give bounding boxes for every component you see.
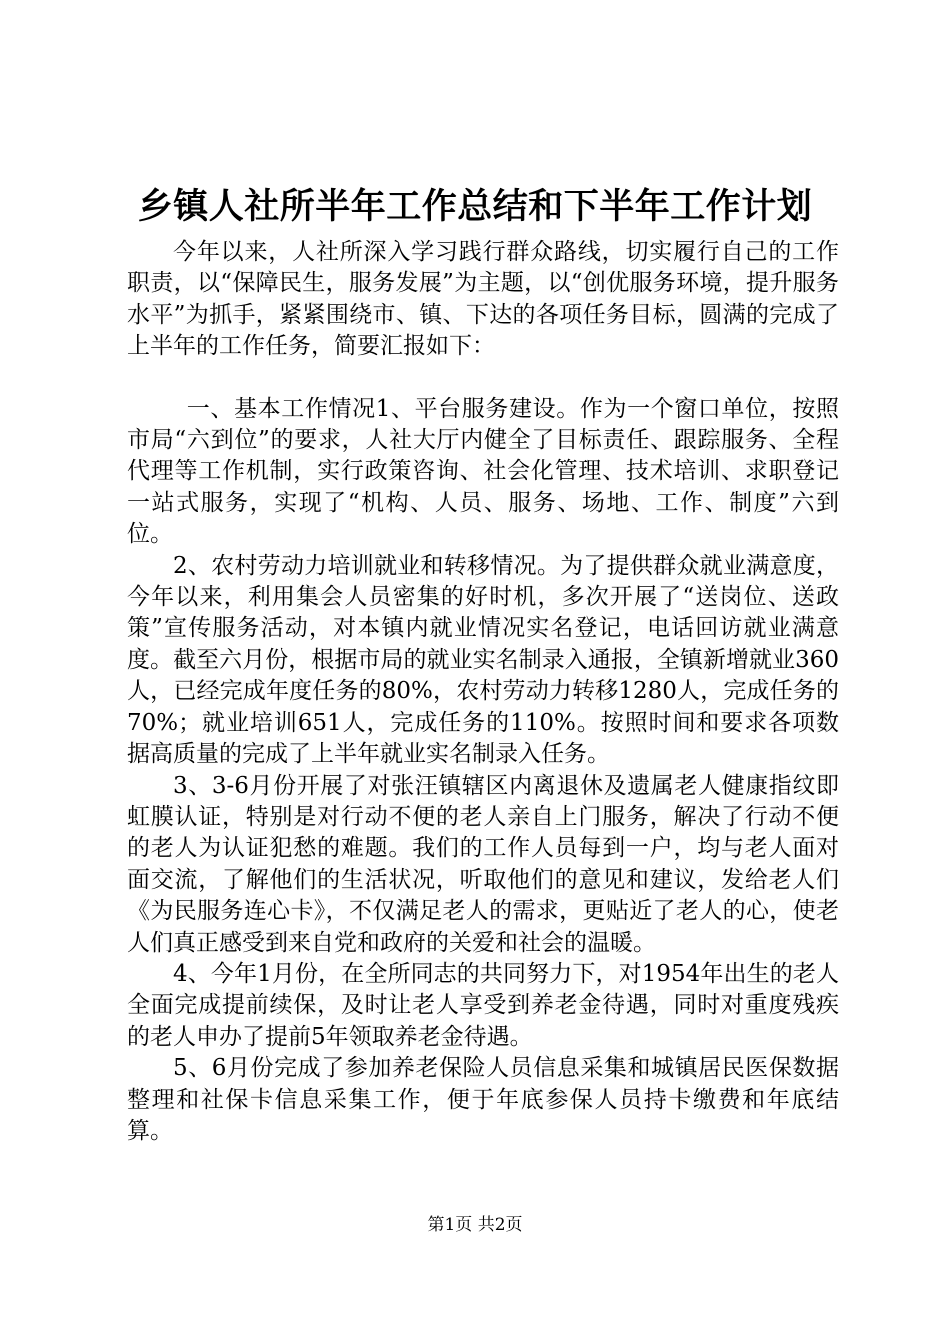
paragraph-item-2: 2、农村劳动力培训就业和转移情况。为了提供群众就业满意度，今年以来，利用集会人员密集的好时机，多次开展了“送岗位、送政策”宣传服务活动，对本镇内就业情况实名登记，电话回访就业满意度。截至六月份，根据市局的就业实名制录入通报，全镇新增就业360人，已经完成年度任务的80%，农村劳动力转移1280人，完成任务的70%；就业培训651人，完成任务的110%。按照时间和要求各项数据高质量的完成了上半年就业实名制录入任务。 — [127, 552, 839, 768]
document-title: 乡镇人社所半年工作总结和下半年工作计划 — [137, 187, 813, 227]
paragraph-section-1: 一、基本工作情况1、平台服务建设。作为一个窗口单位，按照市局“六到位”的要求，人社大厅内健全了目标责任、跟踪服务、全程代理等工作机制，实行政策咨询、社会化管理、技术培训、求职登记一站式服务，实现了“机构、人员、服务、场地、工作、制度”六到位。 — [127, 395, 839, 548]
document-body — [127, 237, 839, 1147]
paragraph-item-4: 4、今年1月份，在全所同志的共同努力下，对1954年出生的老人全面完成提前续保，及时让老人享受到养老金待遇，同时对重度残疾的老人申办了提前5年领取养老金待遇。 — [127, 960, 839, 1050]
paragraph-item-5: 5、6月份完成了参加养老保险人员信息采集和城镇居民医保数据整理和社保卡信息采集工作，便于年底参保人员持卡缴费和年底结算。 — [127, 1055, 839, 1144]
paragraph-item-3: 3、3-6月份开展了对张汪镇辖区内离退休及遗属老人健康指纹即虹膜认证，特别是对行动不便的老人亲自上门服务，解决了行动不便的老人为认证犯愁的难题。我们的工作人员每到一户，均与老人面对面交流，了解他们的生活状况，听取他们的意见和建议，发给老人们《为民服务连心卡》，不仅满足老人的需求，更贴近了老人的心，使老人们真正感受到来自党和政府的关爱和社会的温暖。 — [127, 772, 839, 956]
paragraph-intro: 今年以来，人社所深入学习践行群众路线，切实履行自己的工作职责，以“保障民生，服务发展”为主题，以“创优服务环境，提升服务水平”为抓手，紧紧围绕市、镇、下达的各项任务目标，圆满的完成了上半年的工作任务，简要汇报如下： — [127, 239, 839, 360]
page-number-footer: 第1页 共2页 — [427, 1215, 523, 1235]
